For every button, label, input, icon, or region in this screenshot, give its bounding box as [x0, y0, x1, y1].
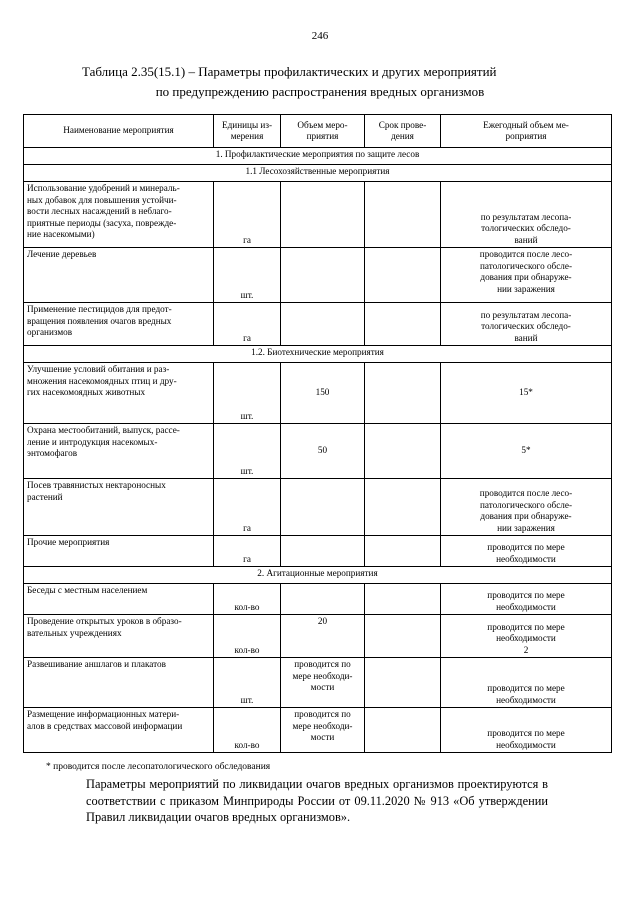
table-row [24, 536, 612, 567]
cell-unit: га [214, 182, 281, 248]
cell-unit: га [214, 536, 281, 567]
cell-volume [281, 182, 365, 248]
table-header-row [24, 115, 612, 148]
cell-annual: проводится по мере необходимости [441, 658, 612, 708]
cell-unit: шт. [214, 424, 281, 479]
cell-term [365, 182, 441, 248]
table-row [24, 708, 612, 753]
footnote: * проводится после лесопатологического обследования [46, 762, 271, 772]
cell-annual: по результатам лесопа- тологических обследо- ваний [441, 303, 612, 346]
subsection-title: 1.2. Биотехнические мероприятия [24, 346, 612, 363]
header-unit-text: Единицы из- мерения [221, 119, 273, 141]
header-volume [281, 115, 365, 148]
cell-name: Применение пестицидов для предот- вращения появления очагов вредных организмов [24, 303, 214, 346]
table-title-line-1: Таблица 2.35(15.1) – Параметры профилактических и других мероприятий [82, 64, 497, 79]
table-row [24, 363, 612, 424]
cell-annual: проводится по мере необходимости [441, 708, 612, 753]
cell-unit: кол-во [214, 708, 281, 753]
cell-unit: шт. [214, 658, 281, 708]
cell-unit: кол-во [214, 615, 281, 658]
cell-term [365, 708, 441, 753]
cell-term [365, 584, 441, 615]
cell-unit: шт. [214, 363, 281, 424]
cell-volume [281, 584, 365, 615]
table-row [24, 303, 612, 346]
table-row [24, 658, 612, 708]
cell-volume [281, 303, 365, 346]
cell-name: Улучшение условий обитания и раз- множения насекомоядных птиц и дру- гих насекомоядных животных [24, 363, 214, 424]
cell-name: Проведение открытых уроков в образо- вательных учреждениях [24, 615, 214, 658]
cell-volume: проводится по мере необходи- мости [281, 658, 365, 708]
subsection-row [24, 165, 612, 182]
cell-unit: га [214, 479, 281, 536]
cell-term [365, 303, 441, 346]
cell-volume [281, 479, 365, 536]
table-title-line-2: по предупреждению распространения вредных организмов [155, 84, 485, 99]
header-unit [214, 115, 281, 148]
cell-volume [281, 536, 365, 567]
subsection-title: 1.1 Лесохозяйственные мероприятия [24, 165, 612, 182]
cell-name: Развешивание аншлагов и плакатов [24, 658, 214, 708]
cell-unit: га [214, 303, 281, 346]
section-title: 1. Профилактические мероприятия по защите лесов [24, 148, 612, 165]
cell-term [365, 248, 441, 303]
page-number: 246 [311, 30, 329, 42]
cell-name: Беседы с местным населением [24, 584, 214, 615]
cell-term [365, 658, 441, 708]
cell-name: Охрана местообитаний, выпуск, рассе- ление и интродукция насекомых- энтомофагов [24, 424, 214, 479]
header-volume-text: Объем меро- приятия [297, 119, 348, 141]
cell-name: Посев травянистых нектароносных растений [24, 479, 214, 536]
cell-name: Прочие мероприятия [24, 536, 214, 567]
cell-term [365, 479, 441, 536]
header-term-text: Срок прове- дения [378, 119, 427, 141]
cell-volume [281, 248, 365, 303]
cell-term [365, 536, 441, 567]
cell-volume: 20 [281, 615, 365, 658]
cell-volume: 50 [281, 424, 365, 479]
cell-annual: 15* [441, 363, 612, 424]
cell-volume: 150 [281, 363, 365, 424]
cell-name: Размещение информационных матери- алов в средствах массовой информации [24, 708, 214, 753]
table-row [24, 182, 612, 248]
cell-annual: проводится по мере необходимости [441, 536, 612, 567]
cell-annual: проводится по мере необходимости [441, 584, 612, 615]
cell-term [365, 615, 441, 658]
cell-annual: проводится после лесо- патологического обсле- дования при обнаруже- нии заражения [441, 479, 612, 536]
header-term [365, 115, 441, 148]
cell-annual: 5* [441, 424, 612, 479]
section-row [24, 148, 612, 165]
cell-name: Лечение деревьев [24, 248, 214, 303]
table-row [24, 479, 612, 536]
cell-annual: по результатам лесопа- тологических обследо- ваний [441, 182, 612, 248]
table-row [24, 584, 612, 615]
table-row [24, 615, 612, 658]
parameters-table [23, 114, 612, 753]
header-name: Наименование мероприятия [24, 115, 214, 148]
section-title: 2. Агитационные мероприятия [24, 567, 612, 584]
body-paragraph: Параметры мероприятий по ликвидации очагов вредных организмов проектируются в соответствии с приказом Минприроды России от 09.11.2020 № 913 «Об утверждении Правил ликвидации очагов вредных организмов». [86, 777, 548, 824]
cell-annual: проводится после лесо- патологического обсле- дования при обнаруже- нии заражения [441, 248, 612, 303]
cell-term [365, 424, 441, 479]
subsection-row [24, 346, 612, 363]
header-annual [441, 115, 612, 148]
cell-annual: проводится по мере необходимости 2 [441, 615, 612, 658]
cell-name: Использование удобрений и минераль- ных добавок для повышения устойчи- вости лесных насаждений в неблаго- приятные периоды (засуха, поврежде- ние насекомыми) [24, 182, 214, 248]
section-row [24, 567, 612, 584]
header-annual-text: Ежегодный объем ме- роприятия [483, 119, 569, 141]
table-title [40, 62, 600, 102]
table-row [24, 424, 612, 479]
cell-term [365, 363, 441, 424]
cell-unit: кол-во [214, 584, 281, 615]
cell-volume: проводится по мере необходи- мости [281, 708, 365, 753]
cell-unit: шт. [214, 248, 281, 303]
table-row [24, 248, 612, 303]
